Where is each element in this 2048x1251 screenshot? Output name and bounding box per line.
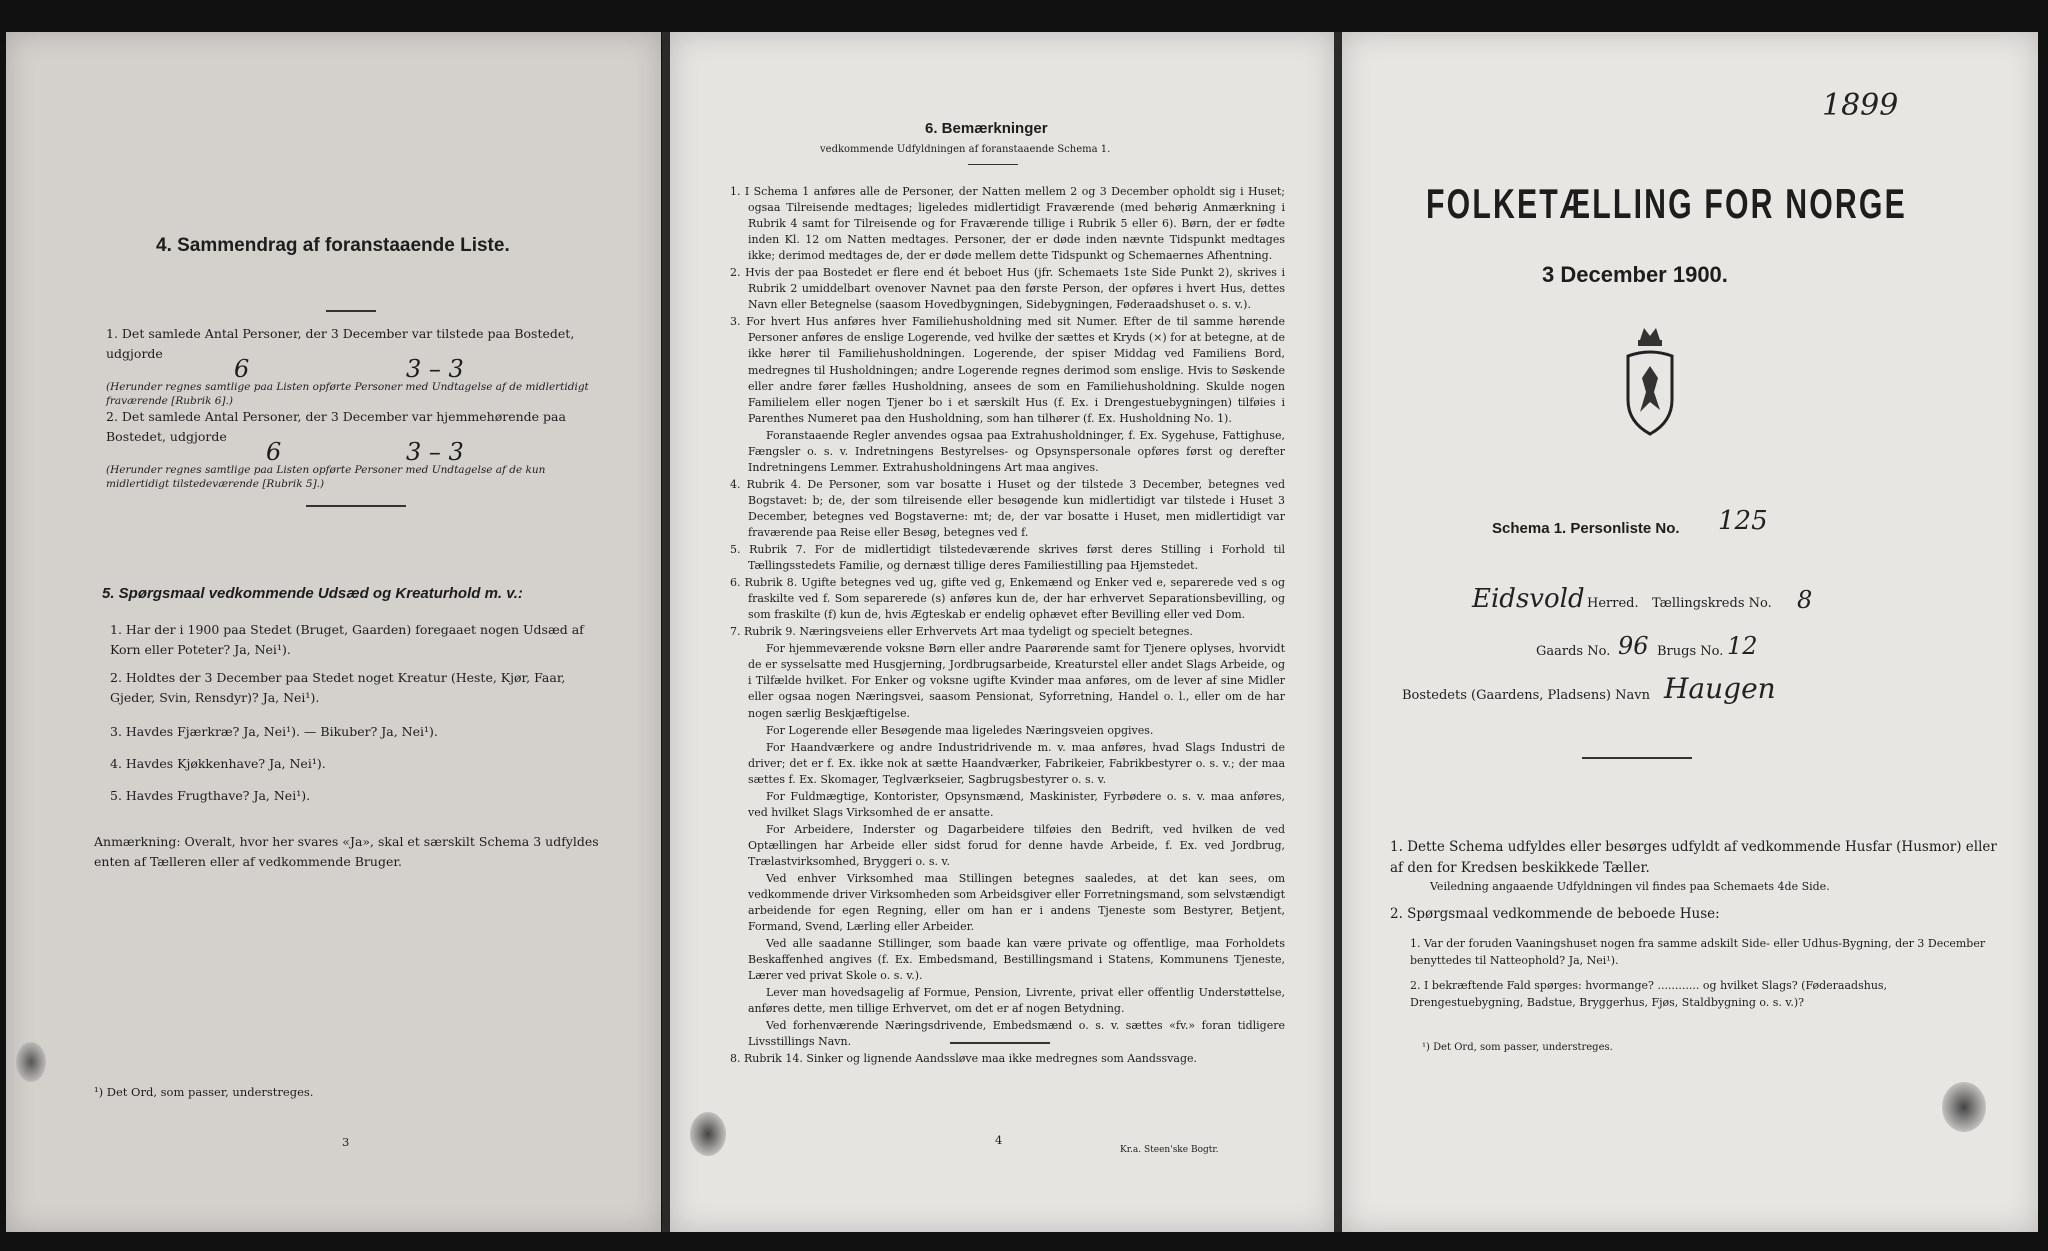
instruction-1-text: 1. Dette Schema udfyldes eller besørges udfyldt af vedkommende Husfar (Husmor) eller af den for Kredsen beskikkede Tæller. — [1390, 839, 1997, 876]
summary-item-2 — [106, 407, 606, 491]
ink-smudge — [1942, 1082, 1986, 1132]
remark-paragraph: 2. Hvis der paa Bostedet er flere end ét beboet Hus (jfr. Schemaets 1ste Side Punkt 2), skrives i Rubrik 2 umiddelbart ovenover Navnet paa den første Person, der opføres i hvert Hus, dettes Navn eller Betegnelse (saasom Hovedbygningen, Sidebygningen, Føderaadshuset o. s. v.). — [730, 266, 1285, 312]
summary-item-2-answer-b: 3 – 3 — [406, 438, 464, 466]
remark-paragraph: Lever man hovedsagelig af Formue, Pension, Livrente, privat eller offentlig Understøttelse, anføres dette, men tillige Erhvervet, om det er af nogen Betydning. — [748, 986, 1285, 1016]
printer-mark: Kr.a. Steen'ske Bogtr. — [1120, 1145, 1219, 1155]
document-title: FOLKETÆLLING FOR NORGE — [1426, 180, 1907, 227]
remark-paragraph: For Haandværkere og andre Industridrivende m. v. maa anføres, hvad Slags Industri de driver; det er f. Ex. ikke nok at sætte Haandværker, Fabrikeier, Fabrikbestyrer o. s. v.; der maa sættes f. Ex. Skomager, Teglværkseier, Sagbrugsbestyrer o. s. v. — [748, 740, 1285, 786]
divider — [326, 310, 376, 312]
gaards-value: 96 — [1618, 632, 1649, 660]
question-3: 3. Havdes Fjærkræ? Ja, Nei¹). — Bikuber? Ja, Nei¹). — [110, 724, 438, 739]
divider — [950, 1042, 1050, 1044]
remark-paragraph: Ved alle saadanne Stillinger, som baade kan være private og offentlige, maa Forholdets Beskaffenhed angives (f. Ex. Embedsmand, Bestillingsmand i Statens, Kommunens Tjeneste, Lærer ved privat Skole o. s. v.). — [748, 937, 1285, 983]
summary-item-1-note: (Herunder regnes samtlige paa Listen opførte Personer med Undtagelse af de midlertidigt fraværende [Rubrik 6].) — [106, 381, 589, 408]
divider — [968, 164, 1018, 165]
summary-item-2-text: 2. Det samlede Antal Personer, der 3 December var hjemmehørende paa Bostedet, udgjorde — [106, 409, 566, 444]
remark: Anmærkning: Overalt, hvor her svares «Ja», skal et særskilt Schema 3 udfyldes enten af Tælleren eller af vedkommende Bruger. — [94, 834, 599, 869]
summary-item-1-answer-a: 6 — [234, 355, 250, 383]
summary-item-1-answer-b: 3 – 3 — [406, 355, 464, 383]
summary-item-1-text: 1. Det samlede Antal Personer, der 3 December var tilstede paa Bostedet, udgjorde — [106, 326, 575, 361]
remark-paragraph: 5. Rubrik 7. For de midlertidigt tilstedeværende skrives først deres Stilling i Forhold til Tællingsstedets Familie, og dernæst tillige deres Familiestilling paa Hjemstedet. — [730, 543, 1285, 573]
bosted-value: Haugen — [1664, 672, 1776, 705]
krets-value: 8 — [1797, 586, 1813, 614]
remark-paragraph: Ved enhver Virksomhed maa Stillingen betegnes saaledes, at det kan sees, om vedkommende driver Virksomheden som Arbeidsgiver eller Forretningsmand, som selvstændigt arbeidende for egen Regning, eller om han er i andens Tjeneste som Bestyrer, Betjent, Formand, Svend, Lærling eller Arbeider. — [748, 871, 1285, 934]
divider — [1582, 757, 1692, 759]
footnote: ¹) Det Ord, som passer, understreges. — [94, 1085, 314, 1099]
remarks-body — [730, 184, 1285, 1069]
page-left — [6, 32, 661, 1232]
footnote: ¹) Det Ord, som passer, understreges. — [1422, 1042, 1613, 1053]
remark-paragraph: For Logerende eller Besøgende maa ligeledes Næringsveien opgives. — [766, 723, 1154, 737]
schema-label: Schema 1. Personliste No. — [1492, 520, 1680, 537]
remark-paragraph: For Fuldmægtige, Kontorister, Opsynsmænd, Maskinister, Fyrbødere o. s. v. maa anføres, ved hvilket Slags Virksomhed de er ansatte. — [748, 789, 1285, 819]
remark-paragraph: For Arbeidere, Inderster og Dagarbeidere tilføies den Bedrift, ved hvilken de ved Optællingen har Arbeide eller sidst forud for denne havde Arbeide, f. Ex. ved Jordbrug, Trælastvirksomhed, Bryggeri o. s. v. — [748, 822, 1285, 868]
section4-title: 4. Sammendrag af foranstaaende Liste. — [156, 235, 510, 256]
instruction-1-sub: Veiledning angaaende Udfyldningen vil findes paa Schemaets 4de Side. — [1430, 879, 1830, 893]
page-number: 4 — [995, 1133, 1003, 1147]
summary-item-1 — [106, 324, 606, 408]
brugs-value: 12 — [1727, 632, 1758, 660]
brugs-label: Brugs No. — [1657, 644, 1724, 659]
instruction-2: 2. Spørgsmaal vedkommende de beboede Huse: — [1390, 906, 1720, 922]
question-4: 4. Havdes Kjøkkenhave? Ja, Nei¹). — [110, 756, 326, 771]
schema-number: 125 — [1718, 506, 1768, 536]
question-1: 1. Har der i 1900 paa Stedet (Bruget, Gaarden) foregaaet nogen Udsæd af Korn eller Poteter? Ja, Nei¹). — [110, 622, 584, 657]
document-date: 3 December 1900. — [1542, 262, 1728, 287]
ink-smudge — [16, 1042, 46, 1082]
krets-label: Tællingskreds No. — [1652, 596, 1772, 611]
divider — [306, 505, 406, 507]
bosted-label: Bostedets (Gaardens, Pladsens) Navn — [1402, 688, 1650, 703]
herred-label: Herred. — [1587, 596, 1639, 611]
ink-smudge — [690, 1112, 726, 1156]
coat-of-arms-icon — [1620, 322, 1680, 442]
remark-paragraph: For hjemmeværende voksne Børn eller andre Paarørende samt for Tjenere oplyses, hvorvidt de er sysselsatte med Husgjerning, Jordbrugsarbeide, Kreaturstel eller andet Slags Arbeide, og i Tilfælde hvilket. For Enker og voksne ugifte Kvinder maa anføres, om de lever af sine Midler eller ogsaa nogen Næringsvei, saasom Pensionat, Syforretning, Handel o. l., eller om de har nogen særlig Beskjæftigelse. — [748, 642, 1285, 720]
remark-paragraph: 4. Rubrik 4. De Personer, som var bosatte i Huset og der tilstede 3 December, betegnes ved Bogstavet: b; de, der som tilreisende eller besøgende kun midlertidigt var tilstede i Huset 3 December, betegnes ved Bogstaverne: mt; de, der var bosatte i Huset, men midlertidigt var fraværende paa Reise eller Besøg, betegnes ved f. — [730, 477, 1285, 539]
instruction-2-sub-2: 2. I bekræftende Fald spørges: hvormange? ............ og hvilket Slags? (Føderaadshus, Drengestuebygning, Badstue, Bryggerhus, Fjøs, Staldbygning o. s. v.)? — [1410, 979, 1888, 1009]
remark-paragraph: 7. Rubrik 9. Næringsveiens eller Erhvervets Art maa tydeligt og specielt betegnes. — [730, 625, 1193, 639]
summary-item-2-answer-a: 6 — [266, 438, 282, 466]
page-middle — [670, 32, 1334, 1232]
instruction-2-sub-1: 1. Var der foruden Vaaningshuset nogen fra samme adskilt Side- eller Udhus-Bygning, der 3 December benyttedes til Natteophold? Ja, Nei¹). — [1410, 937, 1986, 967]
section5-title: 5. Spørgsmaal vedkommende Udsæd og Kreaturhold m. v.: — [102, 585, 523, 602]
question-5: 5. Havdes Frugthave? Ja, Nei¹). — [110, 788, 311, 803]
remark-paragraph: 8. Rubrik 14. Sinker og lignende Aandssløve maa ikke medregnes som Aandssvage. — [730, 1052, 1198, 1066]
year-note: 1899 — [1822, 88, 1899, 123]
remark-paragraph: Foranstaaende Regler anvendes ogsaa paa Extrahusholdninger, f. Ex. Sygehuse, Fattighuse, Fængsler o. s. v. Indretningens Bestyrelses- og Opsynspersonale opføres først og derefter Indretningens Lemmer. Extrahusholdningens Art maa angives. — [748, 428, 1285, 474]
remarks-title: 6. Bemærkninger — [925, 120, 1048, 137]
remark-paragraph: 6. Rubrik 8. Ugifte betegnes ved ug, gifte ved g, Enkemænd og Enker ved e, separerede ved s og fraskilte ved f. Som separerede (s) anføres kun de, der har erhvervet Separationsbevilling, og som fraskilte (f) kun de, hvis Ægteskab er endelig ophævet efter Bevilling eller ved Dom. — [730, 576, 1285, 622]
question-2: 2. Holdtes der 3 December paa Stedet noget Kreatur (Heste, Kjør, Faar, Gjeder, Svin, Rensdyr)? Ja, Nei¹). — [110, 670, 566, 705]
summary-item-2-note: (Herunder regnes samtlige paa Listen opførte Personer med Undtagelse af de kun midlertidigt tilstedeværende [Rubrik 5].) — [106, 464, 546, 491]
instruction-1 — [1390, 837, 2000, 895]
remark-paragraph: 3. For hvert Hus anføres hver Familiehusholdning med sit Numer. Efter de til samme hørende Personer anføres de enslige Logerende, ved hvilke der sættes et Kryds (×) for at betegne, at de ikke hører til Familiehusholdningen. Logerende, der spiser Middag ved Familiens Bord, medregnes til Husholdningen; andre Logerende regnes derimod som enslige. Hvis to Søskende eller andre fører fælles Husholdning, ansees de som en Familiehusholdning. Skulde nogen Familielem eller nogen Tjener bo i et særskilt Hus (f. Ex. i Drengestuebygningen) tilføies i Parenthes Numeret paa den Husholdning, som han tilhører (f. Ex. Husholdning No. 1). — [730, 315, 1285, 425]
gaards-label: Gaards No. — [1536, 644, 1611, 659]
herred-value: Eidsvold — [1472, 584, 1585, 614]
remarks-subtitle: vedkommende Udfyldningen af foranstaaende Schema 1. — [820, 144, 1111, 155]
page-number: 3 — [342, 1135, 350, 1149]
remark-paragraph: Ved forhenværende Næringsdrivende, Embedsmænd o. s. v. sættes «fv.» foran tidligere Livsstillings Navn. — [748, 1019, 1285, 1049]
remark-paragraph: 1. I Schema 1 anføres alle de Personer, der Natten mellem 2 og 3 December opholdt sig i Huset; ogsaa Tilreisende medtages; ligeledes midlertidigt Fraværende (med behørig Anmærkning i Rubrik 4 samt for Tilreisende og for Fraværende tillige i Rubrik 5 eller 6). Børn, der er fødte inden Kl. 12 om Natten medtages. Personer, der er døde inden nævnte Tidspunkt medtages ikke; derimod medtages de, der er døde mellem dette Tidspunkt og Schemaernes Afhentning. — [730, 185, 1285, 263]
page-right — [1342, 32, 2038, 1232]
